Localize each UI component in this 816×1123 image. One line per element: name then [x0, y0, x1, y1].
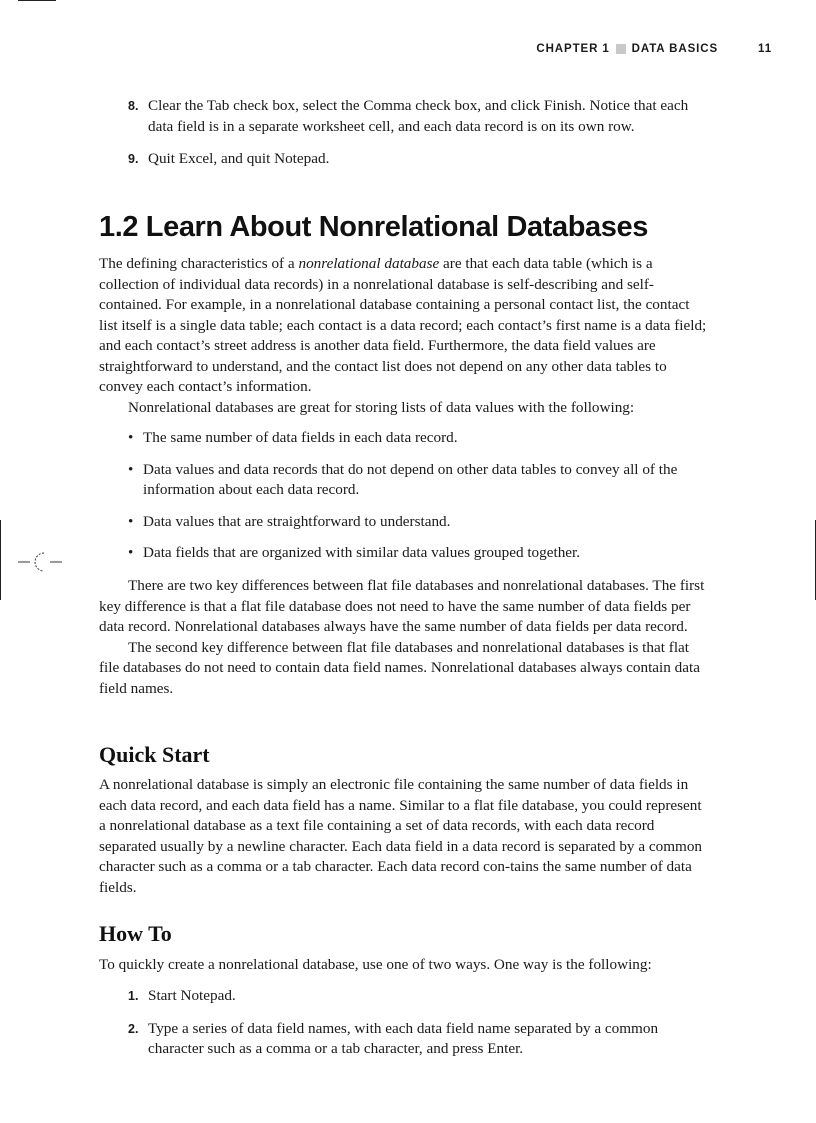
bullet-text: Data fields that are organized with similar data values grouped together. [143, 544, 581, 561]
section-title: 1.2 Learn About Nonrelational Databases [99, 211, 648, 243]
step-number: 8. [128, 99, 139, 113]
steps-list-top [128, 96, 708, 182]
step-text: Quit Excel, and quit Notepad. [148, 150, 330, 167]
how-to-paragraph: To quickly create a nonrelational database, use one of two ways. One way is the following: [99, 956, 652, 973]
step-number: 1. [128, 989, 139, 1003]
differences-block [99, 576, 711, 699]
bullet-item [128, 543, 708, 564]
bullet-text: The same number of data fields in each data record. [143, 429, 458, 446]
bullet-item [128, 428, 708, 449]
term-nonrelational-database: nonrelational database [298, 255, 440, 272]
bullet-item [128, 460, 708, 501]
intro-paragraph-block [99, 254, 711, 418]
step-item [128, 96, 708, 137]
step-item [128, 986, 708, 1007]
step-item [128, 1019, 708, 1060]
step-text: Type a series of data field names, with each data field name separated by a common character such as a comma or a tab character, and press Enter. [148, 1019, 659, 1057]
bullet-icon: • [128, 460, 134, 478]
difference-paragraph-1: There are two key differences between flat file databases and nonrelational databases. The first key difference is that a flat file database does not need to have the same number of data fields per data record. Nonrelational databases always have the same number of data fields per data record. [99, 577, 705, 635]
difference-paragraph-2: The second key difference between flat file databases and nonrelational databases is that flat file databases do not need to contain data field names. Nonrelational databases always contain data field names. [99, 638, 700, 697]
crop-mark-top [18, 0, 56, 1]
section-label: DATA BASICS [631, 43, 719, 55]
crop-mark-left [0, 520, 1, 600]
step-text: Start Notepad. [148, 987, 236, 1004]
bullet-icon: • [128, 429, 134, 446]
lead-in-paragraph: Nonrelational databases are great for storing lists of data values with the following: [128, 398, 635, 416]
how-to-heading: How To [99, 921, 172, 946]
step-number: 2. [128, 1021, 139, 1036]
intro-text-start: The defining characteristics of a [99, 255, 299, 272]
step-item [128, 149, 708, 170]
bullet-text: Data values that are straightforward to understand. [143, 512, 451, 530]
registration-mark-icon [18, 548, 62, 576]
step-text: Clear the Tab check box, select the Comma check box, and click Finish. Notice that each data field is in a separate worksheet cell, and each data record is on its own row. [148, 97, 689, 135]
separator-square-icon [616, 44, 626, 54]
quick-start-heading: Quick Start [99, 742, 210, 767]
feature-bullet-list [128, 428, 708, 575]
bullet-item [128, 512, 708, 533]
page-number: 11 [758, 43, 772, 55]
running-head [536, 43, 772, 55]
bullet-icon: • [128, 544, 134, 561]
quick-start-paragraph: A nonrelational database is simply an electronic file containing the same number of data fields in each data record, and each data field has a name. Similar to a flat file database, you could represent a nonrelational database as a text file containing a set of data records, with each data record separated usually by a newline character. Each data field in a data record is separated by a common character such as a comma or a tab character. Each data record con-tains the same number of data fields. [99, 776, 703, 896]
chapter-label: CHAPTER 1 [536, 43, 610, 55]
intro-text-end: are that each data table (which is a collection of individual data records) in a nonrelational database is self-describing and self-contained. For example, in a nonrelational database containing a personal contact list, the contact list itself is a single data table; each contact is a data record; each contact’s first name is a data field; and each contact’s street address is another data field. Furthermore, the data field values are straightforward to understand, and the contact list does not depend on any other data tables to convey each contact’s information. [99, 255, 707, 395]
bullet-icon: • [128, 512, 134, 530]
step-number: 9. [128, 152, 139, 166]
bullet-text: Data values and data records that do not depend on other data tables to convey all of the information about each data record. [143, 460, 678, 498]
steps-list-bottom [128, 986, 708, 1072]
intro-paragraph [99, 254, 711, 398]
